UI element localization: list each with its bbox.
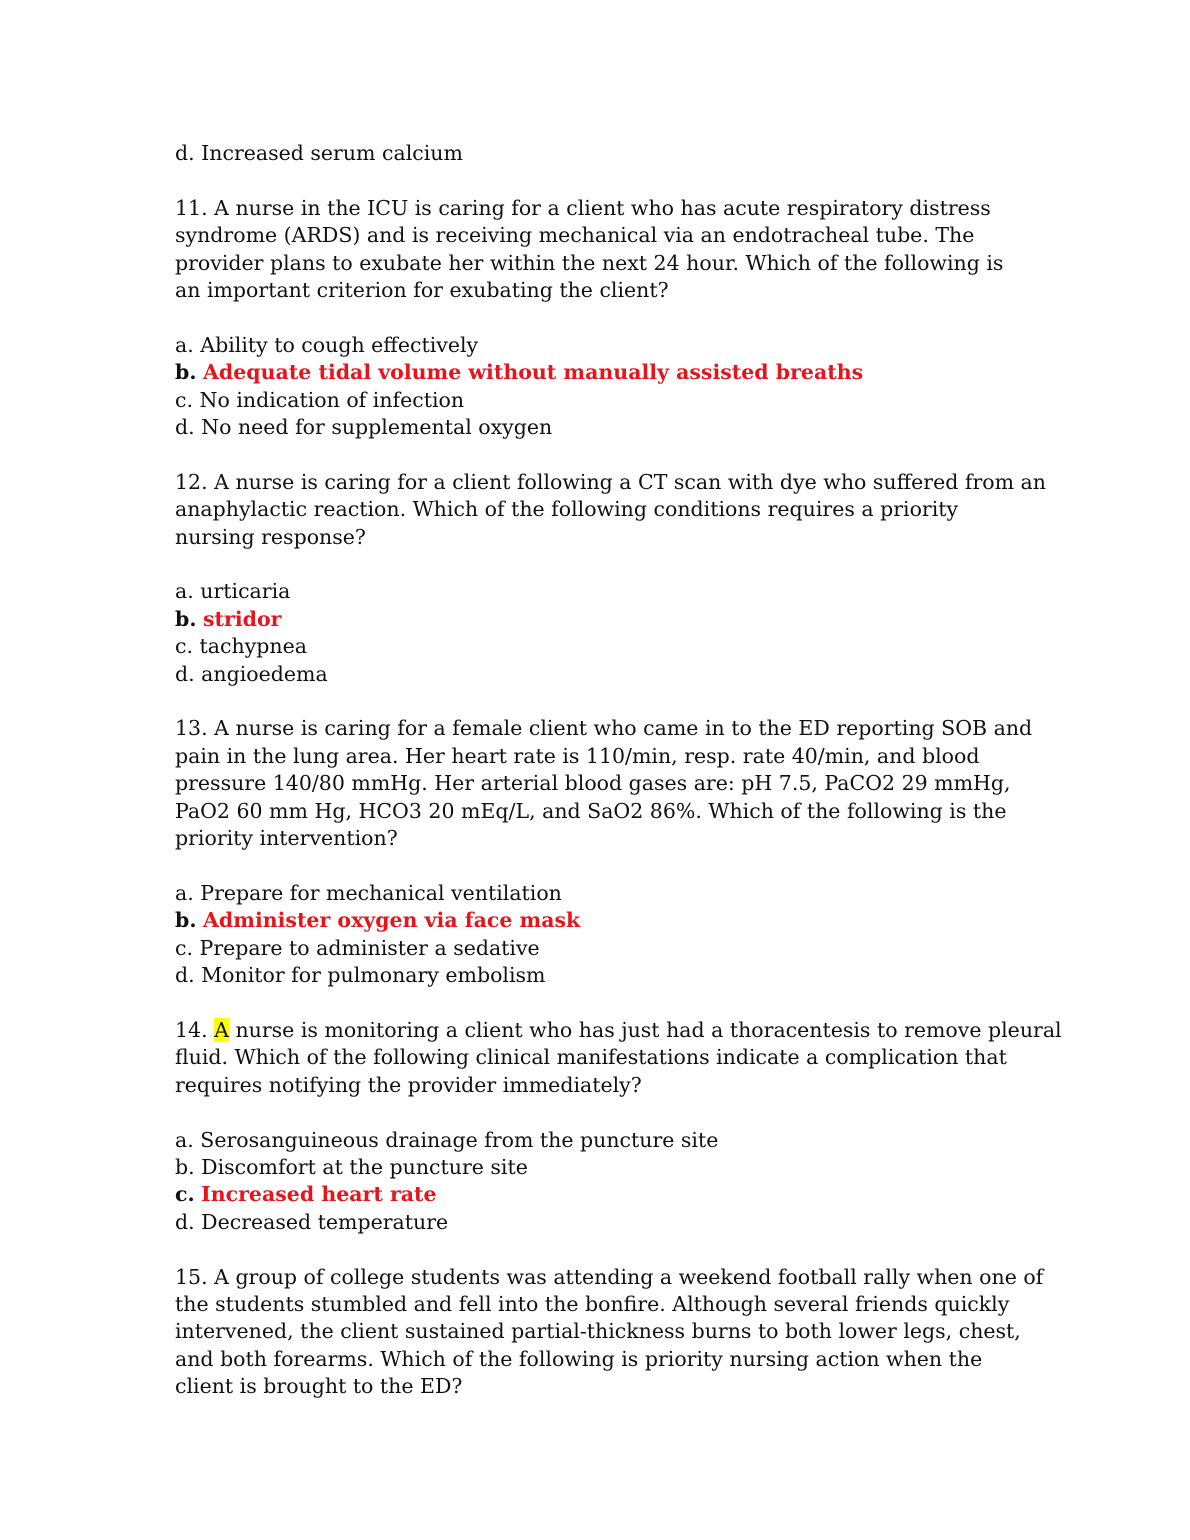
question-14: [175, 1017, 1062, 1099]
question-line: requires notifying the provider immediately?: [175, 1072, 642, 1097]
correct-answer: stridor: [203, 606, 282, 631]
question-line: PaO2 60 mm Hg, HCO3 20 mEq/L, and SaO2 86%. Which of the following is the: [175, 798, 1007, 823]
correct-answer: Adequate tidal volume without manually assisted breaths: [203, 360, 864, 385]
option-letter: d.: [175, 141, 195, 165]
option-d: d. No need for supplemental oxygen: [175, 415, 553, 440]
question-11: [175, 195, 1025, 305]
option-a: a. Serosanguineous drainage from the puncture site: [175, 1127, 719, 1152]
option-d: d. Monitor for pulmonary embolism: [175, 963, 546, 988]
option-c: c. tachypnea: [175, 634, 307, 659]
option-d-prev: [175, 140, 1025, 167]
correct-answer: Increased heart rate: [201, 1182, 437, 1207]
option-text: Increased serum calcium: [201, 141, 463, 165]
question-line: 14. A nurse is monitoring a client who has just had a thoracentesis to remove pleural: [175, 1017, 1062, 1042]
question-13: [175, 715, 1033, 852]
question-line: 11. A nurse in the ICU is caring for a client who has acute respiratory distress: [175, 195, 991, 220]
question-line: syndrome (ARDS) and is receiving mechanical via an endotracheal tube. The: [175, 223, 975, 248]
option-c-correct: c. Increased heart rate: [175, 1182, 437, 1207]
option-a: a. Prepare for mechanical ventilation: [175, 880, 562, 905]
option-d: d. angioedema: [175, 661, 328, 686]
question-line: provider plans to exubate her within the next 24 hour. Which of the following is: [175, 250, 1004, 275]
question-line: intervened, the client sustained partial-thickness burns to both lower legs, chest,: [175, 1319, 1021, 1344]
question-line: 12. A nurse is caring for a client following a CT scan with dye who suffered from an: [175, 469, 1046, 494]
option-d: d. Decreased temperature: [175, 1209, 449, 1234]
option-b-correct: b. Adequate tidal volume without manually assisted breaths: [175, 360, 864, 385]
question-line: fluid. Which of the following clinical manifestations indicate a complication that: [175, 1045, 1007, 1070]
option-b-correct: b. Administer oxygen via face mask: [175, 908, 581, 933]
question-line: pressure 140/80 mmHg. Her arterial blood gases are: pH 7.5, PaCO2 29 mmHg,: [175, 771, 1011, 796]
option-b-correct: b. stridor: [175, 606, 282, 631]
options-12: [175, 578, 1025, 688]
option-a: a. urticaria: [175, 579, 291, 604]
question-line: and both forearms. Which of the following is priority nursing action when the: [175, 1346, 983, 1371]
question-line: priority intervention?: [175, 826, 398, 851]
question-line: 13. A nurse is caring for a female client who came in to the ED reporting SOB and: [175, 716, 1033, 741]
document-page: [175, 140, 1062, 1401]
question-line: 15. A group of college students was attending a weekend football rally when one of: [175, 1264, 1044, 1289]
question-line: anaphylactic reaction. Which of the following conditions requires a priority: [175, 497, 959, 522]
options-14: [175, 1127, 1025, 1237]
correct-answer: Administer oxygen via face mask: [203, 908, 581, 933]
options-11: [175, 332, 1025, 442]
option-c: c. Prepare to administer a sedative: [175, 935, 540, 960]
option-a: a. Ability to cough effectively: [175, 332, 479, 357]
options-13: [175, 880, 1025, 990]
option-b: b. Discomfort at the puncture site: [175, 1154, 528, 1179]
question-line: pain in the lung area. Her heart rate is 110/min, resp. rate 40/min, and blood: [175, 743, 980, 768]
question-15: [175, 1264, 1044, 1401]
question-line: nursing response?: [175, 524, 366, 549]
question-line: client is brought to the ED?: [175, 1374, 463, 1399]
question-12: [175, 469, 1046, 551]
question-line: an important criterion for exubating the client?: [175, 278, 669, 303]
option-c: c. No indication of infection: [175, 387, 465, 412]
question-line: the students stumbled and fell into the bonfire. Although several friends quickly: [175, 1291, 1010, 1316]
highlighted-text: A: [214, 1017, 229, 1042]
